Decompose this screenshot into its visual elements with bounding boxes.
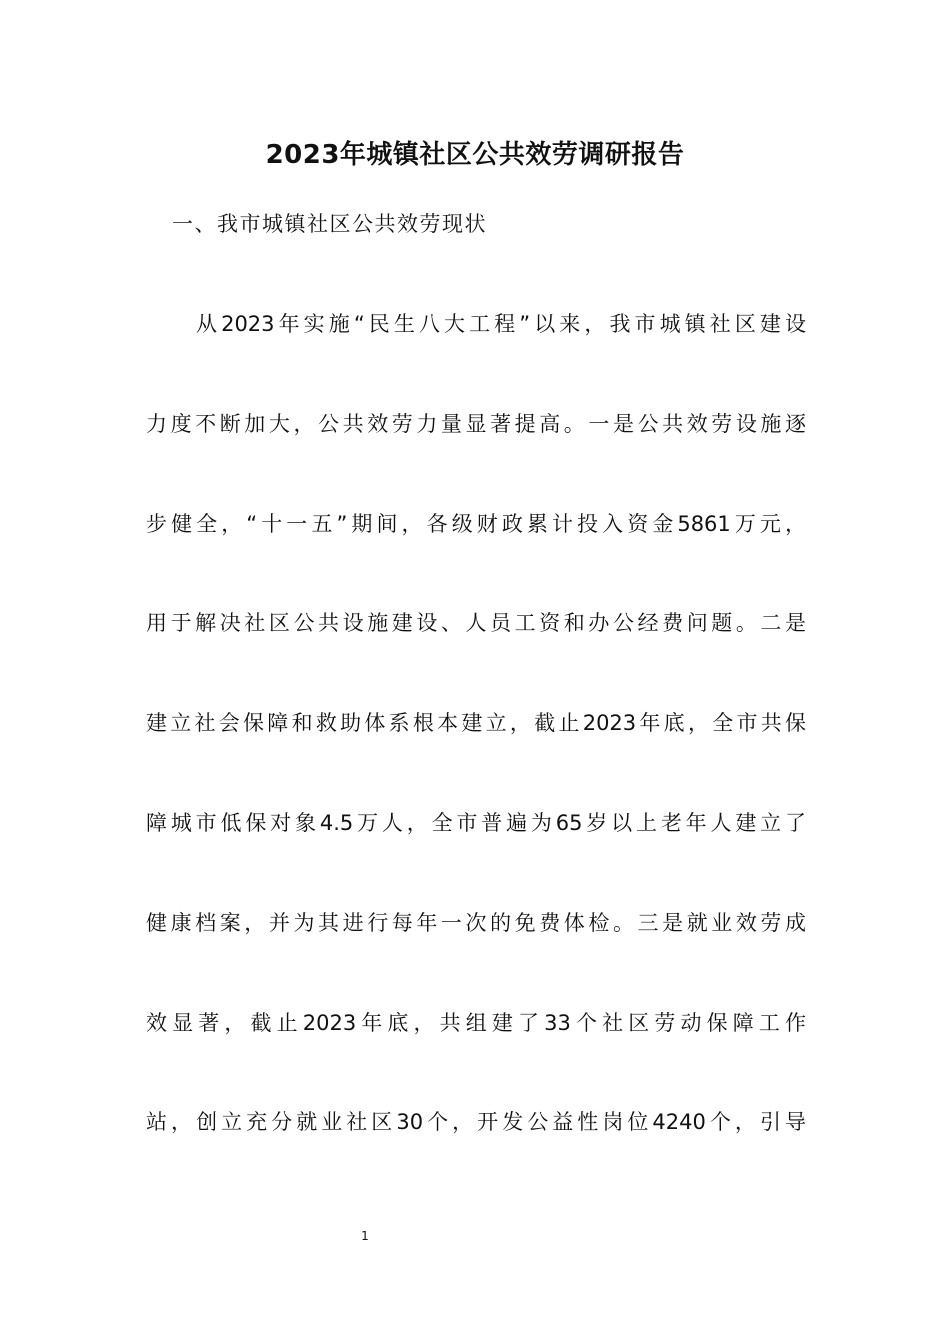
body-line: 健康档案，并为其进行每年一次的免费体检。三是就业效劳成 (146, 911, 806, 935)
body-line: 从2023年实施“民生八大工程”以来，我市城镇社区建设 (196, 312, 806, 336)
body-line: 效显著，截止2023年底，共组建了33个社区劳动保障工作 (146, 1011, 806, 1035)
page-number: 1 (361, 1229, 369, 1243)
section-heading: 一、我市城镇社区公共效劳现状 (172, 212, 487, 236)
body-line: 用于解决社区公共设施建设、人员工资和办公经费问题。二是 (146, 611, 806, 635)
document-title: 2023年城镇社区公共效劳调研报告 (265, 140, 685, 170)
body-line: 步健全，“十一五”期间，各级财政累计投入资金5861万元， (146, 512, 806, 536)
body-line: 建立社会保障和救助体系根本建立，截止2023年底，全市共保 (146, 711, 806, 735)
body-line: 站，创立充分就业社区30个，开发公益性岗位4240个，引导 (146, 1110, 806, 1134)
body-line: 力度不断加大，公共效劳力量显著提高。一是公共效劳设施逐 (146, 412, 806, 436)
body-line: 障城市低保对象4.5万人，全市普遍为65岁以上老年人建立了 (146, 811, 806, 835)
